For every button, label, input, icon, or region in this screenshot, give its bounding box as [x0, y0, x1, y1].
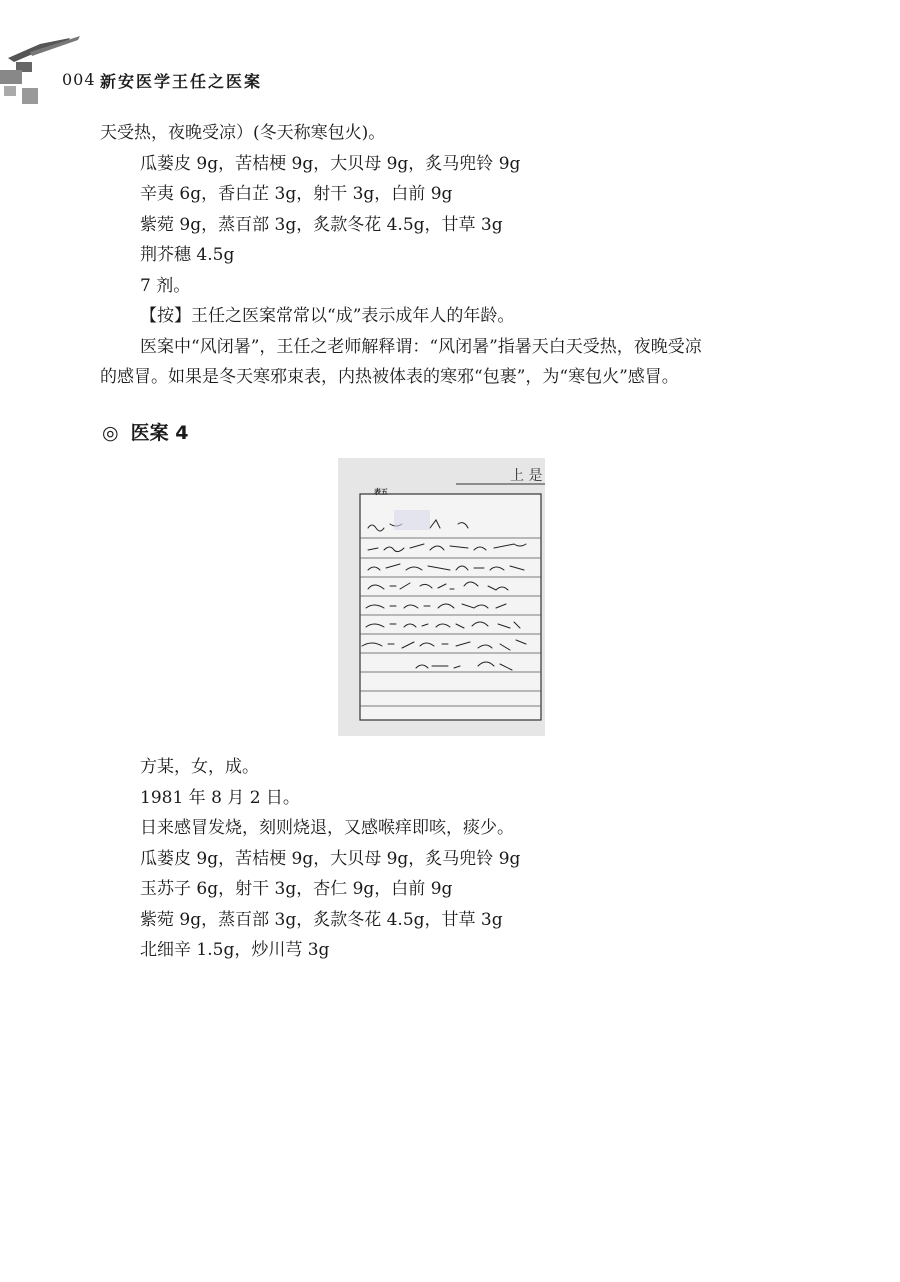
- stamp-text: 上 是: [510, 468, 543, 484]
- page-header: [0, 30, 900, 120]
- patient-info: 方某，女，成。: [140, 757, 259, 777]
- prescription-line: 紫菀 9g，蒸百部 3g，炙款冬花 4.5g，甘草 3g: [140, 214, 503, 235]
- prescription-line: 北细辛 1.5g，炒川芎 3g: [140, 940, 330, 960]
- prescription-line: 玉苏子 6g，射干 3g，杏仁 9g，白前 9g: [140, 879, 453, 899]
- case4-text: [140, 752, 520, 966]
- explanation-line: 的感冒。如果是冬天寒邪束表，内热被体表的寒邪“包裹”，为“寒包火”感冒。: [100, 367, 679, 387]
- case-title: 医案 4: [130, 422, 189, 444]
- text-line: 天受热，夜晚受凉）(冬天称寒包火)。: [100, 123, 386, 143]
- page-number: 004: [62, 70, 96, 89]
- explanation-line: 医案中“风闭暑”，王任之老师解释谓：“风闭暑”指暑天白天受热，夜晚受凉: [140, 336, 702, 357]
- handwritten-record-image: [338, 458, 545, 736]
- commentary-note: 【按】王任之医案常常以“成”表示成年人的年龄。: [140, 306, 515, 326]
- prescription-line: 瓜蒌皮 9g，苦桔梗 9g，大贝母 9g，炙马兜铃 9g: [140, 848, 521, 869]
- double-circle-icon: ◎: [102, 422, 119, 444]
- visit-date: 1981 年 8 月 2 日。: [140, 787, 300, 808]
- prescription-line: 紫菀 9g，蒸百部 3g，炙款冬花 4.5g，甘草 3g: [140, 909, 503, 930]
- continuation-section: [100, 118, 800, 393]
- form-label: 表五: [374, 487, 388, 496]
- case-heading: [102, 418, 188, 445]
- dosage-count: 7 剂。: [140, 275, 191, 296]
- prescription-line: 荆芥穗 4.5g: [140, 245, 235, 265]
- symptom-description: 日来感冒发烧，刻则烧退，又感喉痒即咳，痰少。: [140, 818, 514, 838]
- prescription-line: 瓜蒌皮 9g，苦桔梗 9g，大贝母 9g，炙马兜铃 9g: [140, 153, 521, 174]
- book-title: 新安医学王任之医案: [100, 72, 263, 91]
- record-photo: [338, 458, 545, 736]
- prescription-line: 辛夷 6g，香白芷 3g，射干 3g，白前 9g: [140, 184, 453, 204]
